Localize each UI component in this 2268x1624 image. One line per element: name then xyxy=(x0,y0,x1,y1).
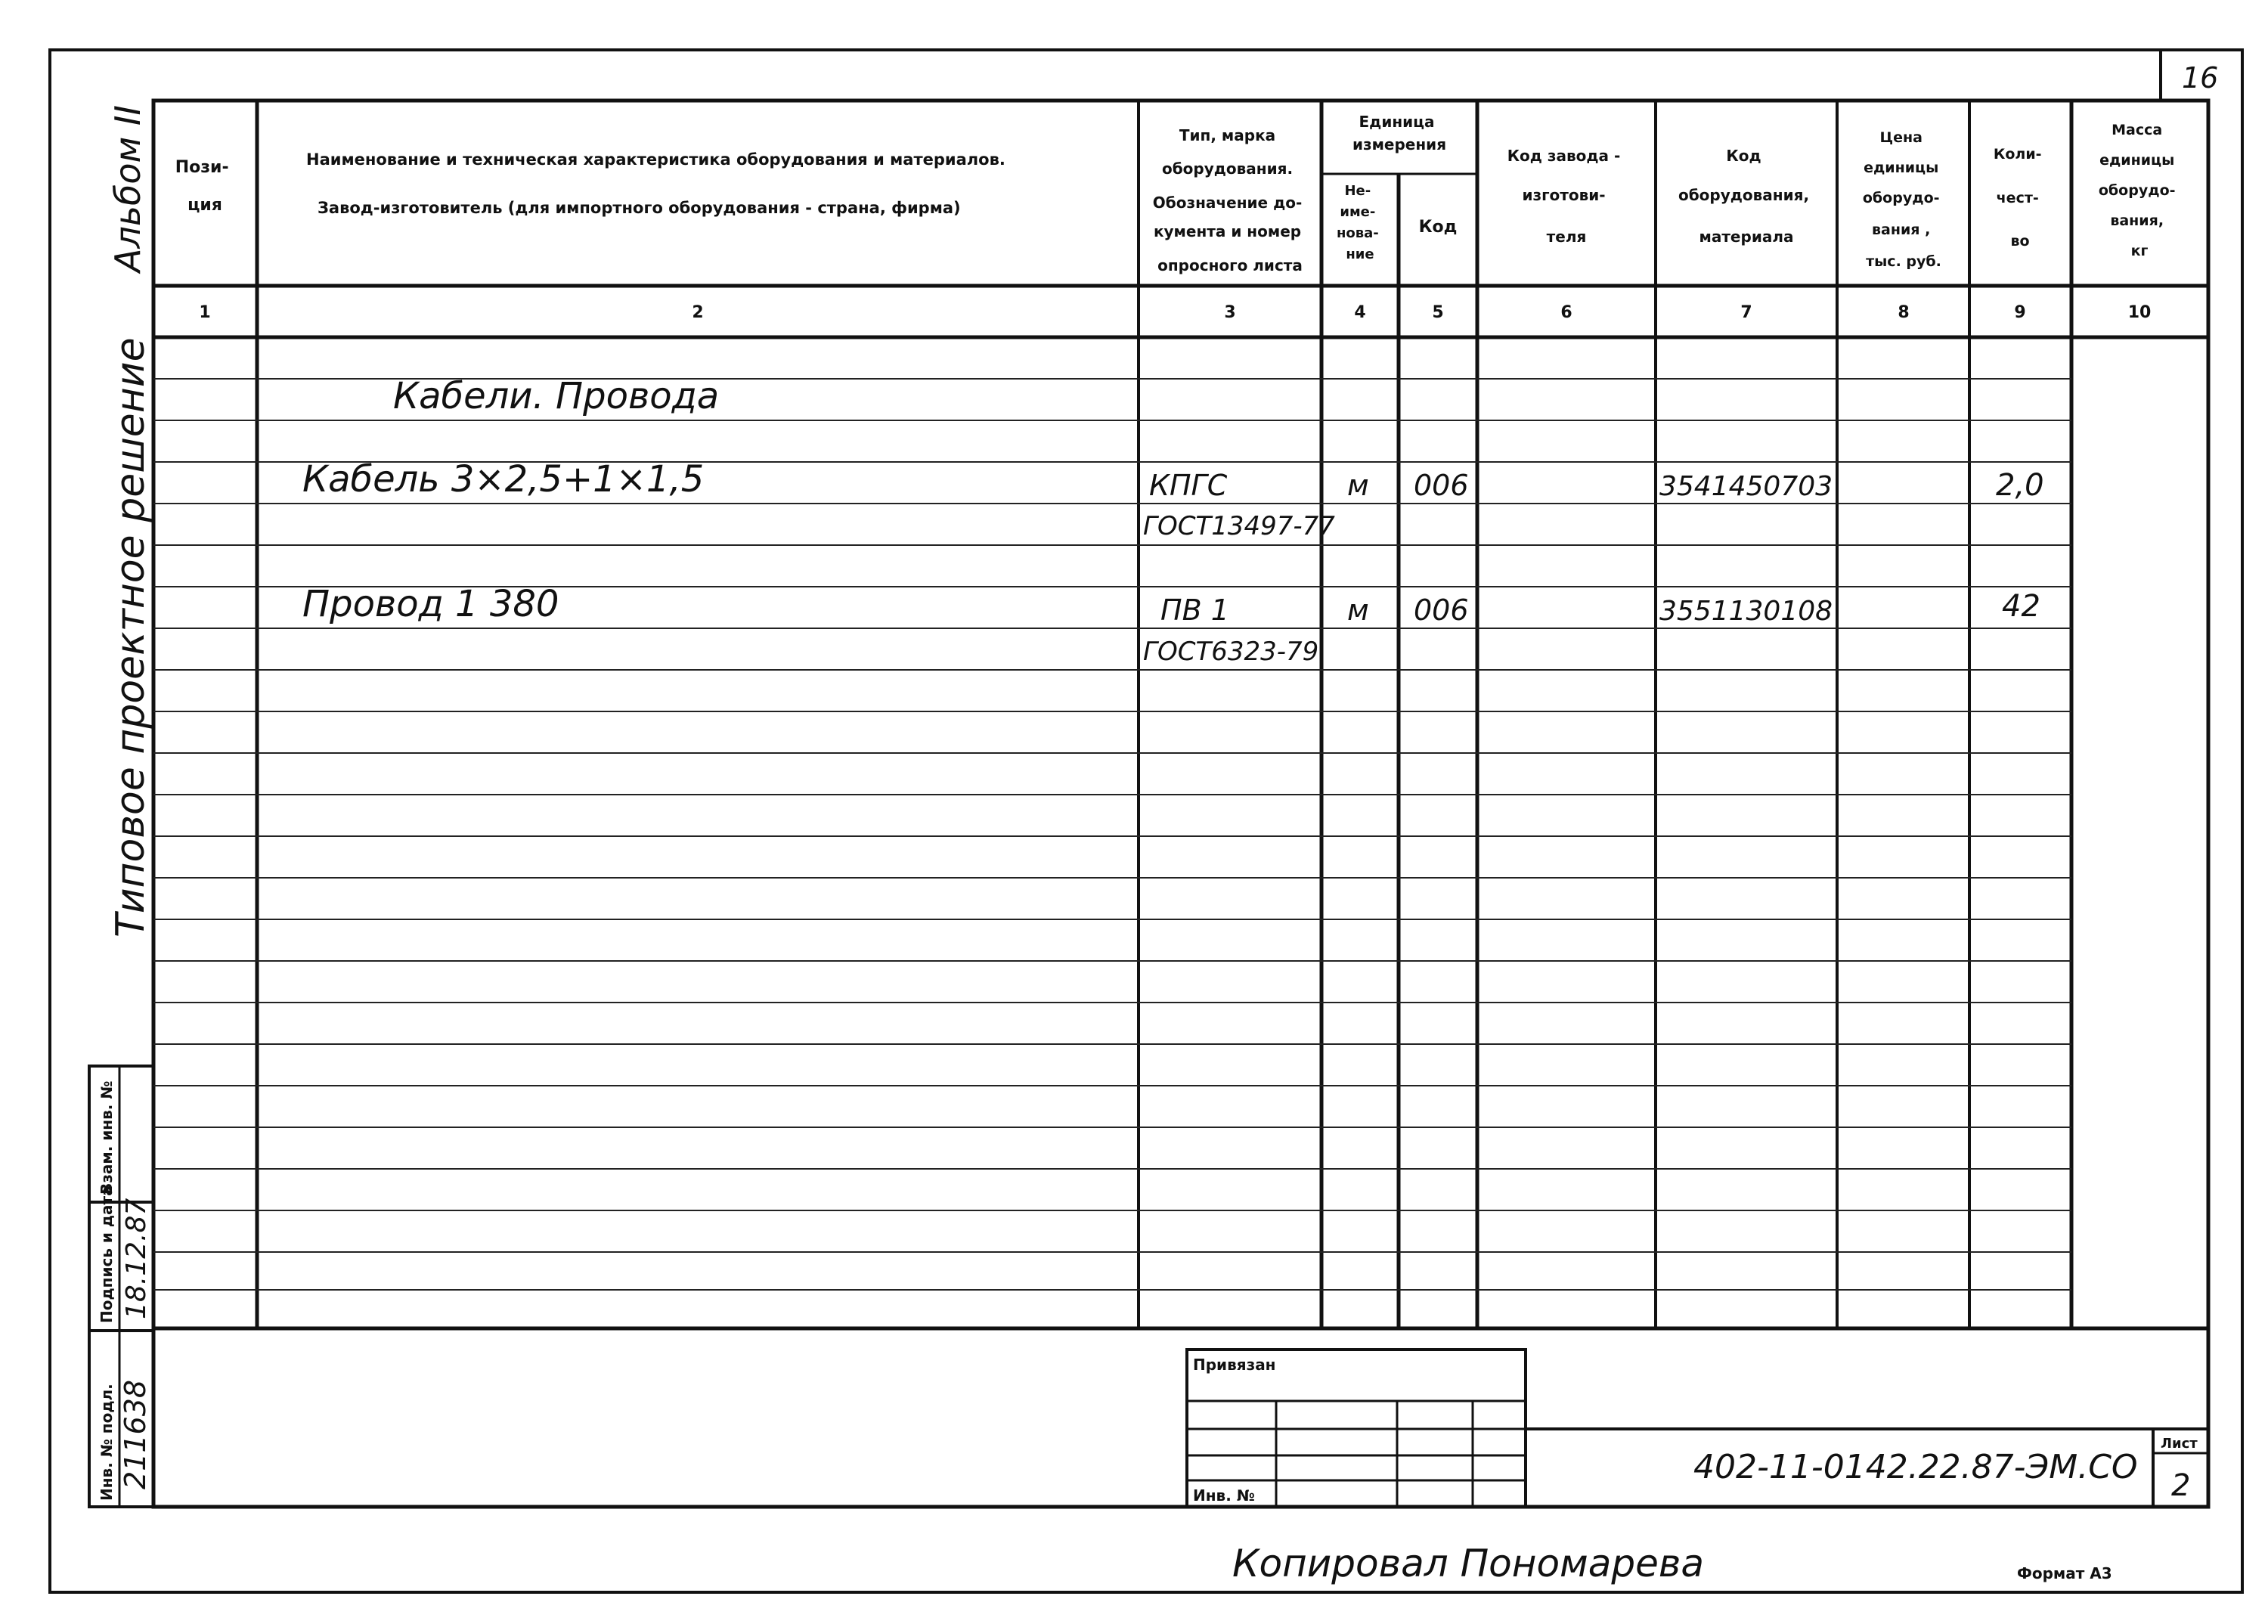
spec-table-grid xyxy=(153,101,2208,1328)
col-number: 4 xyxy=(1354,303,1366,322)
sign-date-label: Подпись и дата xyxy=(98,1185,116,1323)
document-code: 402-11-0142.22.87-ЭМ.СО xyxy=(1693,1448,2138,1486)
col5-header: Код xyxy=(1418,218,1458,237)
row-type: ГОСТ6323-79 xyxy=(1143,637,1319,667)
col2-header: Наименование и техническая характеристика оборудования и материалов. Завод-изготовитель (для импортного оборудования - страна, фирма) xyxy=(306,150,1005,217)
row-unit-code: 006 xyxy=(1414,594,1469,627)
col10-header: Масса единицы оборудо- вания, кг xyxy=(2098,122,2176,259)
col-number: 9 xyxy=(2014,303,2026,322)
col-number: 10 xyxy=(2127,303,2152,322)
column-numbers-row xyxy=(199,303,2151,322)
table-row xyxy=(302,458,2044,503)
col1-header: Пози- ция xyxy=(175,158,229,215)
row-unit-code: 006 xyxy=(1414,469,1469,502)
col-number: 6 xyxy=(1560,303,1572,322)
col3-header: Тип, марка оборудования. Обозначение до- кумента и номер опросного листа xyxy=(1152,126,1303,274)
sign-date-value: 18.12.87 xyxy=(121,1198,152,1319)
col9-header: Коли- чест- во xyxy=(1993,146,2042,249)
table-row xyxy=(302,583,2040,627)
col8-header: Цена единицы оборудо- вания , тыс. руб. xyxy=(1862,129,1941,270)
row-qty: 42 xyxy=(2002,589,2040,624)
album-label: Альбом II xyxy=(107,105,148,272)
inv-no-label: Инв. № подл. xyxy=(98,1384,116,1501)
col-number: 1 xyxy=(199,303,211,322)
col-number: 2 xyxy=(692,303,704,322)
row-type: КПГС xyxy=(1149,469,1228,502)
row-unit: м xyxy=(1347,594,1369,627)
inv-no-value: 211638 xyxy=(119,1379,152,1489)
series-label: Типовое проектное решение xyxy=(108,337,153,938)
replace-inv-label: Взам. инв. № xyxy=(98,1080,116,1195)
table-row xyxy=(393,375,719,417)
col-number: 3 xyxy=(1224,303,1236,322)
corner-sheet-number: 16 xyxy=(2182,61,2219,95)
row-name: Провод 1 380 xyxy=(302,583,559,625)
col-number: 8 xyxy=(1898,303,1910,322)
binding-box xyxy=(1187,1350,1526,1507)
format-label: Формат А3 xyxy=(2017,1564,2112,1582)
col7-header: Код оборудования, материала xyxy=(1678,147,1810,246)
col6-header: Код завода - изготови- теля xyxy=(1507,147,1621,246)
outer-frame xyxy=(50,50,2242,1592)
title-block xyxy=(1526,1429,2208,1507)
row-code: 3551130108 xyxy=(1659,596,1833,627)
sheet-number: 2 xyxy=(2171,1468,2191,1503)
unit-group-header: Единица измерения xyxy=(1352,113,1447,153)
row-type: ГОСТ13497-77 xyxy=(1143,511,1335,541)
table-header xyxy=(175,113,2180,274)
copied-by: Копировал Пономарева xyxy=(1232,1542,1704,1585)
col4-header: Не- име- нова- ние xyxy=(1336,183,1379,262)
row-qty: 2,0 xyxy=(1996,468,2044,503)
binding-label: Привязан xyxy=(1193,1356,1276,1374)
col-number: 5 xyxy=(1432,303,1444,322)
row-code: 3541450703 xyxy=(1659,471,1833,502)
binding-inv-label: Инв. № xyxy=(1193,1486,1255,1505)
row-name: Кабель 3×2,5+1×1,5 xyxy=(302,458,705,501)
side-stamp xyxy=(89,1066,153,1507)
row-type: ПВ 1 xyxy=(1160,594,1229,627)
sheet-label: Лист xyxy=(2161,1436,2198,1452)
table-row xyxy=(1143,637,1318,667)
col-number: 7 xyxy=(1740,303,1752,322)
row-unit: м xyxy=(1347,469,1369,502)
table-row xyxy=(1143,511,1335,541)
corner-sheet-box xyxy=(2161,50,2218,101)
row-name: Кабели. Провода xyxy=(393,375,720,417)
table-rows xyxy=(302,375,2044,667)
